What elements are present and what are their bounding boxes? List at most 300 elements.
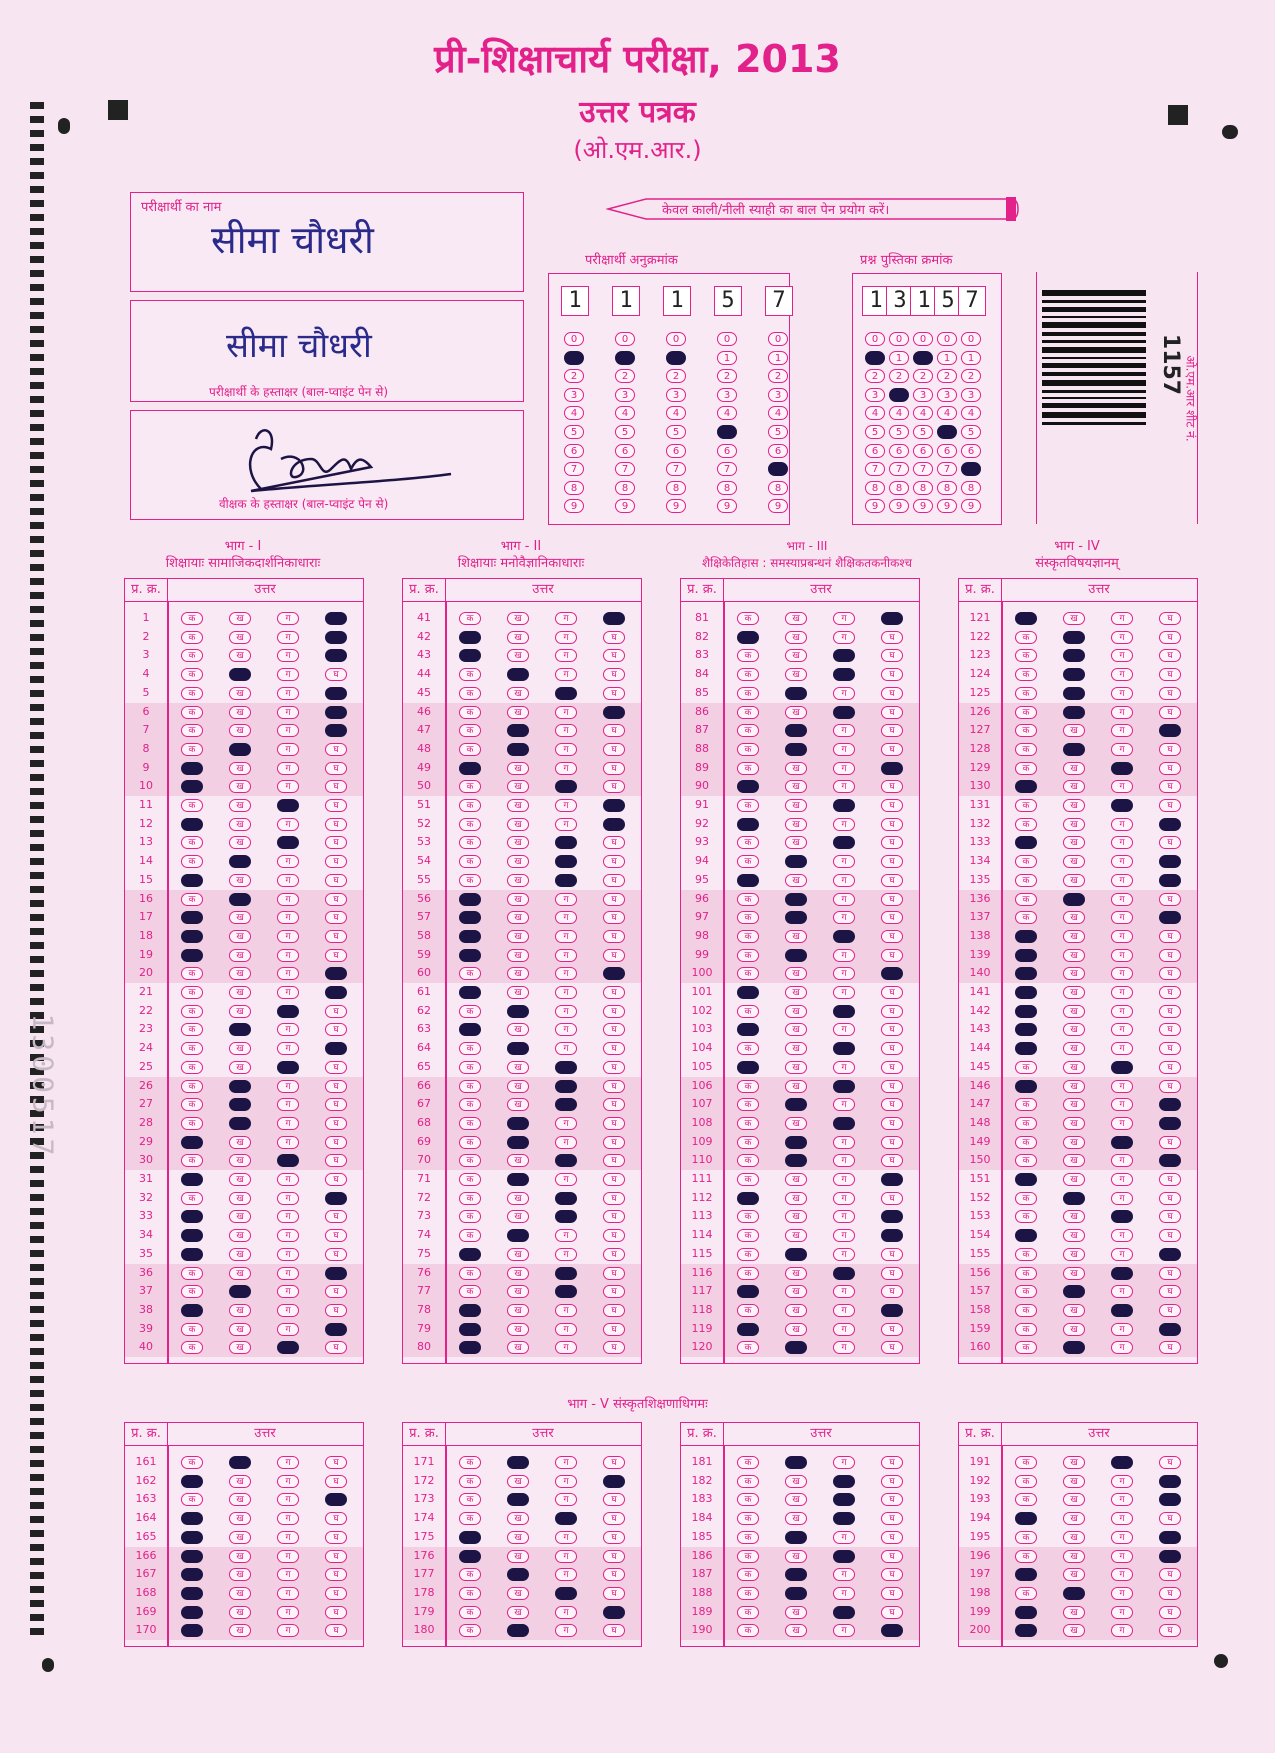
answer-bubble[interactable] [507,668,529,681]
answer-bubble[interactable]: ग [833,1323,855,1336]
digit-bubble[interactable]: 9 [666,499,686,513]
answer-bubble[interactable] [507,1005,529,1018]
answer-bubble[interactable]: ख [785,874,807,887]
answer-bubble[interactable]: ख [507,706,529,719]
answer-bubble[interactable] [881,762,903,775]
answer-bubble[interactable]: ग [277,1624,299,1637]
answer-bubble[interactable]: ख [1063,1493,1085,1506]
answer-bubble[interactable] [1159,1248,1181,1261]
answer-bubble[interactable]: ख [785,1005,807,1018]
answer-bubble[interactable]: क [1015,1154,1037,1167]
answer-bubble[interactable]: ख [1063,799,1085,812]
digit-bubble[interactable] [564,351,584,365]
answer-bubble[interactable]: घ [603,1210,625,1223]
digit-bubble[interactable]: 4 [666,406,686,420]
answer-bubble[interactable]: ग [1111,631,1133,644]
answer-bubble[interactable]: घ [881,631,903,644]
answer-bubble[interactable]: क [1015,1531,1037,1544]
answer-bubble[interactable]: क [459,1475,481,1488]
answer-bubble[interactable] [459,1304,481,1317]
answer-bubble[interactable]: ख [1063,855,1085,868]
answer-bubble[interactable]: ख [507,649,529,662]
answer-bubble[interactable] [325,1267,347,1280]
answer-bubble[interactable]: ख [785,799,807,812]
answer-bubble[interactable]: घ [1159,1173,1181,1186]
answer-bubble[interactable]: ग [1111,874,1133,887]
answer-bubble[interactable]: ख [1063,1624,1085,1637]
answer-bubble[interactable]: घ [1159,1587,1181,1600]
answer-bubble[interactable]: ख [1063,1512,1085,1525]
answer-bubble[interactable] [1015,1624,1037,1637]
answer-bubble[interactable]: क [1015,706,1037,719]
answer-bubble[interactable] [1015,986,1037,999]
digit-bubble[interactable]: 1 [937,351,957,365]
answer-bubble[interactable]: ख [229,1267,251,1280]
answer-bubble[interactable]: घ [603,1023,625,1036]
answer-bubble[interactable]: ख [229,1061,251,1074]
answer-bubble[interactable]: घ [603,1341,625,1354]
answer-bubble[interactable] [459,1023,481,1036]
answer-bubble[interactable]: क [459,1098,481,1111]
answer-bubble[interactable]: घ [881,1117,903,1130]
answer-bubble[interactable]: क [737,1587,759,1600]
answer-bubble[interactable]: ख [785,1606,807,1619]
answer-bubble[interactable] [507,1136,529,1149]
answer-bubble[interactable]: ग [833,1587,855,1600]
answer-bubble[interactable] [325,724,347,737]
answer-bubble[interactable] [181,818,203,831]
digit-bubble[interactable]: 6 [961,444,981,458]
answer-bubble[interactable]: ख [507,1475,529,1488]
answer-bubble[interactable] [737,780,759,793]
answer-bubble[interactable] [1159,911,1181,924]
digit-bubble[interactable]: 7 [717,462,737,476]
answer-bubble[interactable]: ख [507,631,529,644]
digit-bubble[interactable]: 2 [865,369,885,383]
answer-bubble[interactable]: क [737,706,759,719]
answer-bubble[interactable]: ग [555,1531,577,1544]
answer-bubble[interactable]: क [181,1023,203,1036]
digit-bubble[interactable]: 9 [865,499,885,513]
answer-bubble[interactable]: घ [603,687,625,700]
answer-bubble[interactable]: घ [325,780,347,793]
answer-bubble[interactable] [507,1624,529,1637]
answer-bubble[interactable]: क [181,1323,203,1336]
answer-bubble[interactable]: क [737,724,759,737]
answer-bubble[interactable]: ख [507,780,529,793]
answer-bubble[interactable] [603,1606,625,1619]
digit-bubble[interactable]: 8 [768,481,788,495]
answer-bubble[interactable] [1015,1023,1037,1036]
answer-bubble[interactable]: ग [833,986,855,999]
answer-bubble[interactable]: क [459,1005,481,1018]
answer-bubble[interactable]: घ [881,1136,903,1149]
answer-bubble[interactable]: ख [785,631,807,644]
answer-bubble[interactable] [181,1304,203,1317]
answer-bubble[interactable]: घ [603,1042,625,1055]
answer-bubble[interactable]: घ [325,1568,347,1581]
answer-bubble[interactable]: ख [1063,1323,1085,1336]
answer-bubble[interactable]: ग [833,1210,855,1223]
answer-bubble[interactable] [459,949,481,962]
answer-bubble[interactable]: ख [1063,1304,1085,1317]
digit-bubble[interactable]: 0 [564,332,584,346]
answer-bubble[interactable]: घ [325,1080,347,1093]
answer-bubble[interactable] [833,668,855,681]
answer-bubble[interactable]: ख [229,1323,251,1336]
answer-bubble[interactable]: ग [555,967,577,980]
answer-bubble[interactable]: घ [881,911,903,924]
answer-bubble[interactable]: क [459,836,481,849]
answer-bubble[interactable]: ग [1111,1606,1133,1619]
answer-bubble[interactable]: ग [1111,1531,1133,1544]
answer-bubble[interactable]: घ [325,949,347,962]
answer-bubble[interactable]: ग [1111,1624,1133,1637]
answer-bubble[interactable]: घ [603,911,625,924]
answer-bubble[interactable]: ख [785,1323,807,1336]
answer-bubble[interactable]: घ [881,1550,903,1563]
answer-bubble[interactable] [1159,1098,1181,1111]
answer-bubble[interactable]: ग [833,631,855,644]
answer-bubble[interactable] [181,874,203,887]
answer-bubble[interactable] [555,1512,577,1525]
answer-bubble[interactable]: ग [555,1493,577,1506]
answer-bubble[interactable]: ख [507,1080,529,1093]
answer-bubble[interactable]: घ [603,1587,625,1600]
answer-bubble[interactable] [1111,1061,1133,1074]
answer-bubble[interactable]: ख [1063,1173,1085,1186]
answer-bubble[interactable]: क [181,1061,203,1074]
answer-bubble[interactable]: ग [1111,1023,1133,1036]
answer-bubble[interactable]: घ [603,1080,625,1093]
answer-bubble[interactable] [785,1456,807,1469]
answer-bubble[interactable]: ग [277,1456,299,1469]
answer-bubble[interactable]: ख [785,780,807,793]
answer-bubble[interactable]: क [459,855,481,868]
answer-bubble[interactable]: क [1015,1493,1037,1506]
digit-bubble[interactable] [717,425,737,439]
answer-bubble[interactable] [229,1285,251,1298]
answer-bubble[interactable] [325,1323,347,1336]
answer-bubble[interactable] [277,1005,299,1018]
answer-bubble[interactable]: ग [277,1568,299,1581]
answer-bubble[interactable] [881,1173,903,1186]
answer-bubble[interactable]: ग [555,986,577,999]
answer-bubble[interactable]: क [181,1042,203,1055]
answer-bubble[interactable]: ग [1111,1154,1133,1167]
answer-bubble[interactable]: क [737,1512,759,1525]
answer-bubble[interactable]: ख [785,986,807,999]
answer-bubble[interactable] [555,855,577,868]
answer-bubble[interactable]: घ [881,743,903,756]
answer-bubble[interactable] [1111,1456,1133,1469]
answer-bubble[interactable] [1159,1531,1181,1544]
answer-bubble[interactable]: ग [555,724,577,737]
answer-bubble[interactable]: क [459,967,481,980]
answer-bubble[interactable]: ग [277,1323,299,1336]
answer-bubble[interactable] [325,612,347,625]
answer-bubble[interactable]: क [181,687,203,700]
answer-bubble[interactable]: ग [277,818,299,831]
digit-bubble[interactable]: 7 [913,462,933,476]
answer-bubble[interactable]: ग [1111,1323,1133,1336]
answer-bubble[interactable] [555,1061,577,1074]
answer-bubble[interactable]: घ [1159,1005,1181,1018]
answer-bubble[interactable]: घ [1159,687,1181,700]
answer-bubble[interactable]: क [737,743,759,756]
answer-bubble[interactable]: क [1015,1210,1037,1223]
answer-bubble[interactable]: ख [229,1475,251,1488]
answer-bubble[interactable]: ग [1111,893,1133,906]
answer-bubble[interactable]: क [1015,649,1037,662]
digit-bubble[interactable]: 8 [865,481,885,495]
answer-bubble[interactable]: ग [833,1248,855,1261]
answer-bubble[interactable]: ख [785,1042,807,1055]
answer-bubble[interactable]: क [737,762,759,775]
answer-bubble[interactable]: घ [1159,612,1181,625]
answer-bubble[interactable] [229,1098,251,1111]
answer-bubble[interactable] [1159,1323,1181,1336]
answer-bubble[interactable]: ख [229,631,251,644]
digit-bubble[interactable]: 2 [615,369,635,383]
answer-bubble[interactable]: ग [555,1304,577,1317]
answer-bubble[interactable]: घ [325,668,347,681]
answer-bubble[interactable]: घ [603,1531,625,1544]
answer-bubble[interactable] [459,1248,481,1261]
answer-bubble[interactable] [1063,649,1085,662]
answer-bubble[interactable]: घ [1159,1512,1181,1525]
answer-bubble[interactable]: ग [555,1550,577,1563]
answer-bubble[interactable]: घ [325,743,347,756]
answer-bubble[interactable]: क [181,1080,203,1093]
answer-bubble[interactable]: क [459,1173,481,1186]
answer-bubble[interactable]: ग [1111,1042,1133,1055]
digit-bubble[interactable]: 3 [564,388,584,402]
answer-bubble[interactable] [737,631,759,644]
answer-bubble[interactable]: क [737,799,759,812]
answer-bubble[interactable]: घ [603,743,625,756]
answer-bubble[interactable]: घ [603,986,625,999]
answer-bubble[interactable] [1063,743,1085,756]
answer-bubble[interactable]: ख [507,1285,529,1298]
answer-bubble[interactable]: क [181,986,203,999]
answer-bubble[interactable]: ग [1111,649,1133,662]
answer-bubble[interactable]: ग [833,1023,855,1036]
answer-bubble[interactable] [1159,855,1181,868]
answer-bubble[interactable] [181,1210,203,1223]
answer-bubble[interactable]: क [737,836,759,849]
answer-bubble[interactable] [603,1475,625,1488]
answer-bubble[interactable] [229,855,251,868]
answer-bubble[interactable] [555,874,577,887]
answer-bubble[interactable] [181,1606,203,1619]
digit-bubble[interactable]: 8 [666,481,686,495]
answer-bubble[interactable]: ग [833,762,855,775]
answer-bubble[interactable] [833,1267,855,1280]
answer-bubble[interactable] [229,1023,251,1036]
answer-bubble[interactable]: घ [1159,1210,1181,1223]
answer-bubble[interactable]: घ [1159,1568,1181,1581]
answer-bubble[interactable]: घ [881,1568,903,1581]
answer-bubble[interactable]: क [737,1304,759,1317]
answer-bubble[interactable] [181,1550,203,1563]
answer-bubble[interactable]: क [737,1531,759,1544]
answer-bubble[interactable]: ग [833,1285,855,1298]
answer-bubble[interactable]: ख [229,780,251,793]
answer-bubble[interactable]: ग [1111,1285,1133,1298]
digit-bubble[interactable]: 7 [889,462,909,476]
answer-bubble[interactable]: ग [555,649,577,662]
digit-bubble[interactable]: 6 [615,444,635,458]
answer-bubble[interactable]: ग [277,855,299,868]
answer-bubble[interactable]: ग [277,1042,299,1055]
answer-bubble[interactable]: ख [507,687,529,700]
answer-bubble[interactable] [603,799,625,812]
digit-bubble[interactable]: 5 [666,425,686,439]
answer-bubble[interactable]: ग [833,1456,855,1469]
digit-bubble[interactable]: 5 [865,425,885,439]
answer-bubble[interactable] [229,1456,251,1469]
answer-bubble[interactable]: ख [785,1229,807,1242]
answer-bubble[interactable]: ग [277,1210,299,1223]
answer-bubble[interactable]: क [181,1117,203,1130]
answer-bubble[interactable]: ख [229,799,251,812]
answer-bubble[interactable]: घ [325,1173,347,1186]
digit-bubble[interactable]: 3 [768,388,788,402]
answer-bubble[interactable]: ग [277,743,299,756]
answer-bubble[interactable]: घ [881,724,903,737]
answer-bubble[interactable]: क [1015,818,1037,831]
answer-bubble[interactable]: क [459,874,481,887]
digit-bubble[interactable]: 3 [937,388,957,402]
answer-bubble[interactable]: ख [1063,1023,1085,1036]
digit-bubble[interactable]: 8 [564,481,584,495]
answer-bubble[interactable] [229,1117,251,1130]
answer-bubble[interactable]: क [1015,799,1037,812]
answer-bubble[interactable]: क [1015,1117,1037,1130]
answer-bubble[interactable]: ग [555,1341,577,1354]
digit-bubble[interactable]: 5 [961,425,981,439]
answer-bubble[interactable]: ग [277,874,299,887]
answer-bubble[interactable]: ग [1111,668,1133,681]
answer-bubble[interactable]: ग [277,668,299,681]
answer-bubble[interactable]: क [459,668,481,681]
answer-bubble[interactable]: घ [325,1304,347,1317]
answer-bubble[interactable] [181,1568,203,1581]
answer-bubble[interactable]: ख [507,1098,529,1111]
answer-bubble[interactable]: ख [229,1042,251,1055]
answer-bubble[interactable] [555,1587,577,1600]
answer-bubble[interactable] [1063,1192,1085,1205]
digit-bubble[interactable]: 7 [865,462,885,476]
answer-bubble[interactable] [737,1192,759,1205]
answer-bubble[interactable]: ग [833,1192,855,1205]
answer-bubble[interactable] [1111,1267,1133,1280]
answer-bubble[interactable] [325,631,347,644]
answer-bubble[interactable]: क [181,706,203,719]
answer-bubble[interactable]: क [737,967,759,980]
answer-bubble[interactable]: घ [325,930,347,943]
answer-bubble[interactable]: घ [603,1061,625,1074]
answer-bubble[interactable]: क [737,1173,759,1186]
answer-bubble[interactable]: क [181,836,203,849]
answer-bubble[interactable]: ख [229,818,251,831]
answer-bubble[interactable] [507,743,529,756]
answer-bubble[interactable] [1015,1229,1037,1242]
digit-bubble[interactable]: 4 [913,406,933,420]
answer-bubble[interactable] [1015,1173,1037,1186]
digit-bubble[interactable]: 3 [666,388,686,402]
answer-bubble[interactable]: ख [1063,930,1085,943]
answer-bubble[interactable]: ख [507,1210,529,1223]
answer-bubble[interactable] [737,1023,759,1036]
answer-bubble[interactable]: क [181,649,203,662]
answer-bubble[interactable]: ग [277,949,299,962]
answer-bubble[interactable]: क [737,1568,759,1581]
answer-bubble[interactable]: घ [1159,743,1181,756]
answer-bubble[interactable]: ख [1063,986,1085,999]
answer-bubble[interactable]: ग [277,1587,299,1600]
answer-bubble[interactable] [1159,1493,1181,1506]
answer-bubble[interactable]: ग [277,1550,299,1563]
answer-bubble[interactable]: घ [1159,762,1181,775]
digit-bubble[interactable]: 5 [889,425,909,439]
answer-bubble[interactable]: क [459,1512,481,1525]
answer-bubble[interactable]: ग [1111,1475,1133,1488]
answer-bubble[interactable] [459,649,481,662]
answer-bubble[interactable] [325,687,347,700]
answer-bubble[interactable]: घ [881,930,903,943]
answer-bubble[interactable] [555,1285,577,1298]
answer-bubble[interactable]: घ [881,1475,903,1488]
answer-bubble[interactable]: ग [833,911,855,924]
answer-bubble[interactable]: ग [555,1323,577,1336]
answer-bubble[interactable]: ग [277,1267,299,1280]
answer-bubble[interactable]: ग [277,780,299,793]
answer-bubble[interactable]: घ [325,1061,347,1074]
answer-bubble[interactable]: ख [507,1267,529,1280]
digit-bubble[interactable]: 9 [564,499,584,513]
answer-bubble[interactable]: ख [507,1531,529,1544]
digit-bubble[interactable]: 6 [666,444,686,458]
answer-bubble[interactable]: घ [603,874,625,887]
answer-bubble[interactable] [181,1229,203,1242]
answer-bubble[interactable]: घ [603,855,625,868]
answer-bubble[interactable]: घ [603,1192,625,1205]
answer-bubble[interactable] [459,631,481,644]
answer-bubble[interactable]: ख [507,911,529,924]
answer-bubble[interactable]: ख [785,1023,807,1036]
answer-bubble[interactable]: क [737,1475,759,1488]
answer-bubble[interactable]: ग [1111,1080,1133,1093]
answer-bubble[interactable]: क [1015,724,1037,737]
answer-bubble[interactable] [325,986,347,999]
answer-bubble[interactable]: ख [507,1550,529,1563]
answer-bubble[interactable]: क [737,893,759,906]
answer-bubble[interactable]: घ [325,855,347,868]
answer-bubble[interactable]: घ [1159,1606,1181,1619]
answer-bubble[interactable]: ग [555,1606,577,1619]
answer-bubble[interactable]: ख [229,1210,251,1223]
answer-bubble[interactable] [785,855,807,868]
digit-bubble[interactable]: 5 [913,425,933,439]
digit-bubble[interactable] [666,351,686,365]
answer-bubble[interactable]: घ [603,1117,625,1130]
answer-bubble[interactable]: घ [1159,949,1181,962]
answer-bubble[interactable]: ख [229,1192,251,1205]
answer-bubble[interactable] [181,780,203,793]
answer-bubble[interactable]: ग [555,1624,577,1637]
